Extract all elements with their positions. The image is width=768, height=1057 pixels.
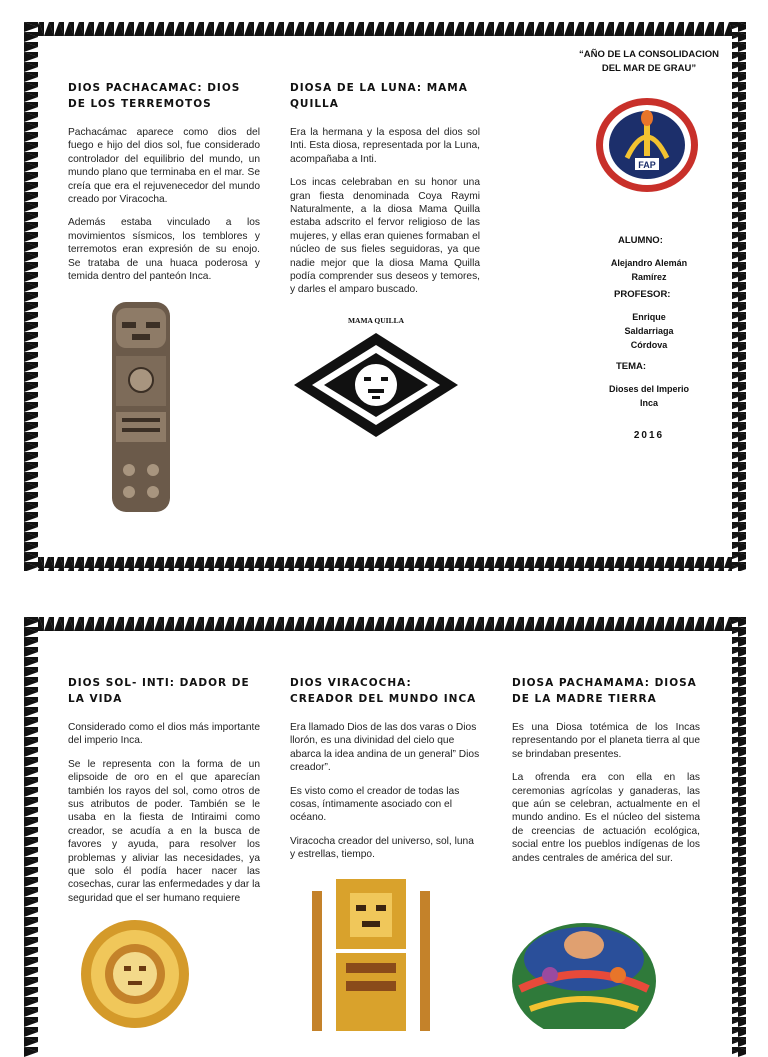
paragraph: Considerado como el dios más importante del imperio Inca. <box>68 722 260 747</box>
section-title: DIOSA PACHAMAMA: DIOSA DE LA MADRE TIERRA <box>512 677 697 705</box>
pachamama-painting-image <box>510 919 658 1029</box>
credits-block <box>564 234 734 441</box>
paragraph: Pachacámac aparece como dios del fuego e hijo del dios sol, fue considerado controlador del equilibrio del mundo, un mundo plano que terminaba en el mar. Se creía que era el rejuvenecedor del mundo creado por Viracocha. <box>68 127 260 206</box>
viracocha-figure-image <box>306 871 436 1031</box>
profesor-label: PROFESOR: <box>614 289 671 300</box>
column-cover-info <box>564 48 734 76</box>
column-pachacamac <box>68 80 260 293</box>
profesor-name: Córdova <box>630 340 668 350</box>
paragraph: La ofrenda era con ella en las ceremonias agrícolas y ganaderas, las que aún se celebran, actualmente en el mundo andino. Es el núcleo del sistema de creencias de actuación ecológica, social entre los pueblos indígenas de los andes centrales de américa del sur. <box>512 772 700 864</box>
paragraph: Era llamado Dios de las dos varas o Dios llorón, es una divinidad del cielo que abarca la idea andina de un general” Dios creador”. <box>290 722 480 774</box>
column-pachamama <box>512 675 700 875</box>
profesor-name: Saldarriaga <box>624 326 674 336</box>
profesor-name: Enrique <box>632 312 666 322</box>
alumno-name: Alejandro Alemán <box>610 258 688 268</box>
paragraph: Es visto como el creador de todas las cosas, íntimamente asociado con el océano. <box>290 785 460 824</box>
motto-line: DEL MAR DE GRAU” <box>601 63 697 74</box>
mama-quilla-image <box>290 316 462 442</box>
seal-text: FAP <box>638 160 656 170</box>
mama-quilla-diamond-icon <box>290 329 462 441</box>
paragraph: Es una Diosa totémica de los Incas representando por el planeta tierra al que se brindaban presentes. <box>512 722 700 760</box>
inti-sun-disc-image <box>80 919 190 1029</box>
column-inti <box>68 675 260 915</box>
alumno-name: Ramírez <box>631 272 667 282</box>
section-title: DIOS PACHACAMAC: DIOS DE LOS TERREMOTOS <box>68 82 241 110</box>
tema-label: TEMA: <box>616 361 647 372</box>
tema-value: Dioses del Imperio <box>608 384 690 394</box>
paragraph: Se le representa con la forma de un elipsoide de oro en el que aparecían también los rayos del sol, como otros de sus atributos de poder. También se le usaba en la fiesta de Intiraimi como creador, se acudía a en la busca de favores y ayuda, para resolver los problemas y aliviar las necesidades, ya que solo él podía hacer nacer las cosechas, curar las enfermedades y dar la seguridad que el ser humano requiere <box>68 758 260 904</box>
paragraph: Además estaba vinculado a los movimientos sísmicos, los temblores y terremotos eran expresión de su enojo. Se trataba de una huaca poderosa y temida dentro del panteón Inca. <box>68 217 260 283</box>
section-title: DIOS VIRACOCHA: CREADOR DEL MUNDO INCA <box>290 677 477 705</box>
paragraph: Viracocha creador del universo, sol, luna y estrellas, tiempo. <box>290 835 474 861</box>
image-caption: MAMA QUILLA <box>347 316 405 325</box>
year: 2016 <box>633 430 665 441</box>
alumno-label: ALUMNO: <box>618 235 663 246</box>
section-title: DIOS SOL- INTI: DADOR DE LA VIDA <box>68 677 250 705</box>
pachacamac-idol-image <box>102 300 180 514</box>
section-title: DIOSA DE LA LUNA: MAMA QUILLA <box>290 82 468 110</box>
column-viracocha <box>290 675 480 872</box>
brochure-page-front <box>24 22 746 571</box>
brochure-page-inside <box>24 617 746 1057</box>
column-mama-quilla <box>290 80 480 307</box>
fap-seal-logo <box>594 96 700 194</box>
paragraph: Era la hermana y la esposa del dios sol Inti. Esta diosa, representada por la Luna, acompañaba a Inti. <box>290 127 480 165</box>
tema-value: Inca <box>639 398 658 408</box>
motto-line: “AÑO DE LA CONSOLIDACION <box>578 49 720 60</box>
paragraph: Los incas celebraban en su honor una gran fiesta denominada Coya Raymi Naturalmente, a la diosa Mama Quilla estaba adscrito el fervor religioso de las mujeres, y ellas eran quienes formaban el núcleo de sus fieles seguidoras, ya que nadie mejor que la diosa Mama Quilla podía comprender sus deseos y temores, y darles el amparo buscado. <box>290 177 480 296</box>
